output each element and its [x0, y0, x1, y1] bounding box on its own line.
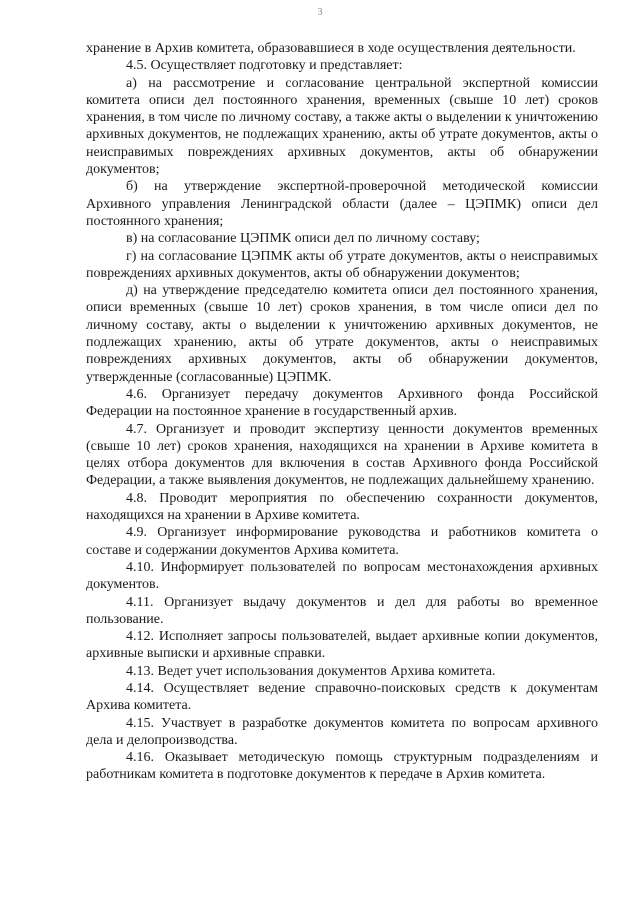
paragraph: хранение в Архив комитета, образовавшиеся в ходе осуществления деятельности. [86, 41, 576, 56]
paragraph: 4.10. Информирует пользователей по вопросам местонахождения архивных документов. [86, 559, 598, 593]
paragraph: б) на утверждение экспертной-проверочной методической комиссии Архивного управления Ленинградской области (далее – ЦЭПМК) описи дел постоянного хранения; [86, 179, 598, 229]
paragraph: а) на рассмотрение и согласование центральной экспертной комиссии комитета описи дел постоянного хранения, временных (свыше 10 лет) сроков хранения, в том числе по личному составу, а также акты о выделении к уничтожению архивных документов, не подлежащих хранению, акты об утрате документов, акты о неисправимых повреждениях архивных документов, акты об обнаружении документов; [86, 75, 598, 178]
paragraph: 4.5. Осуществляет подготовку и представляет: [126, 58, 403, 74]
paragraph: в) на согласование ЦЭПМК описи дел по личному составу; [126, 231, 480, 247]
paragraph: 4.6. Организует передачу документов Архивного фонда Российской Федерации на постоянное хранение в государственный архив. [86, 386, 598, 420]
paragraph: д) на утверждение председателю комитета описи дел постоянного хранения, описи временных (свыше 10 лет) сроков хранения, в том числе описи дел по личному составу, акты о выделении к уничтожению архивных документов, не подлежащих хранению, акты об утрате документов, акты о неисправимых повреждениях архивных документов, акты об обнаружении документов, утвержденные (согласованные) ЦЭПМК. [86, 283, 598, 385]
paragraph: 4.13. Ведет учет использования документов Архива комитета. [126, 663, 496, 679]
paragraph: 4.15. Участвует в разработке документов комитета по вопросам архивного дела и делопроизводства. [86, 715, 598, 748]
paragraph: г) на согласование ЦЭПМК акты об утрате документов, акты о неисправимых повреждениях архивных документов, акты об обнаружении документов; [86, 248, 598, 281]
paragraph: 4.7. Организует и проводит экспертизу ценности документов временных (свыше 10 лет) сроков хранения, находящихся на хранении в Архиве комитета в целях отбора документов для включения в состав Архивного фонда Российской Федерации, а также выявления документов, не подлежащих дальнейшему хранению. [86, 421, 598, 489]
paragraph: 4.9. Организует информирование руководства и работников комитета о составе и содержании документов Архива комитета. [86, 525, 598, 558]
page-number: 3 [317, 7, 323, 18]
paragraph: 4.16. Оказывает методическую помощь структурным подразделениям и работникам комитета в подготовке документов к передаче в Архив комитета. [86, 750, 598, 783]
paragraph: 4.12. Исполняет запросы пользователей, выдает архивные копии документов, архивные выписки и архивные справки. [86, 629, 598, 662]
paragraph: 4.11. Организует выдачу документов и дел для работы во временное пользование. [86, 594, 598, 627]
paragraph: 4.14. Осуществляет ведение справочно-поисковых средств к документам Архива комитета. [86, 680, 598, 714]
paragraph: 4.8. Проводит мероприятия по обеспечению сохранности документов, находящихся на хранении в Архиве комитета. [86, 490, 598, 524]
document-body [86, 40, 598, 784]
